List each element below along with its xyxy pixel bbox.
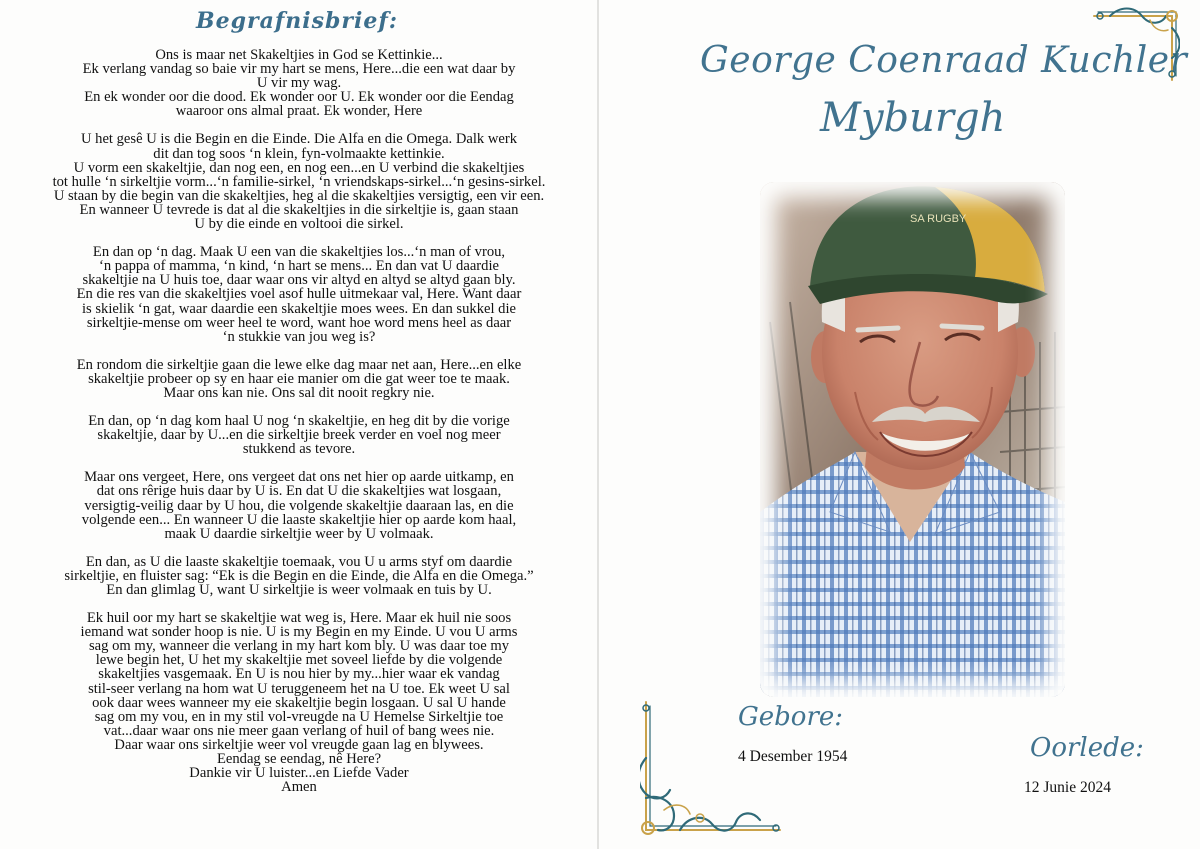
- poem-line: Eendag se eendag, nê Here?: [216, 751, 382, 768]
- poem-line: Amen: [281, 779, 317, 796]
- poem-line: skakeltjies vasgemaak. En U is nou hier by my...hier waar ek vandag: [98, 666, 500, 683]
- corner-ornament-bottom-left: [640, 698, 785, 838]
- poem-line: versigtig-veilig daar by U hou, die volgende skakeltjie daaraan las, en die: [84, 497, 514, 514]
- poem-line: tot hulle ‘n sirkeltjie vorm...‘n familie-sirkel, ‘n vriendskaps-sirkel...‘n gesins-sirkel.: [52, 173, 546, 190]
- poem-line: U staan by die begin van die skakeltjies, heg al die skakeltjies versigtig, een vir een.: [53, 187, 545, 204]
- poem-title: Begrafnisbrief:: [196, 8, 398, 34]
- poem-stanza: [20, 470, 578, 540]
- poem-line: volgende een... En wanneer U die laaste skakeltjie hier op aarde kom haal,: [81, 511, 517, 528]
- deceased-name-line1: George Coenraad Kuchler: [700, 40, 1188, 81]
- poem-line: En die res van die skakeltjies voel asof hulle uitmekaar val, Here. Want daar: [76, 286, 522, 303]
- poem-line: Maar ons kan nie. Ons sal dit nooit regkry nie.: [163, 384, 435, 401]
- poem-line: sag om my, wanneer die verlang in my hart kom bly. U was daar toe my: [89, 638, 509, 655]
- poem-line: lewe begin het, U het my skakeltjie met soveel liefde by die volgende: [95, 652, 503, 669]
- poem-line: ‘n stukkie van jou weg is?: [222, 328, 376, 345]
- poem-stanza: [20, 245, 578, 344]
- portrait-photo: [760, 182, 1065, 697]
- poem-line: stil-seer verlang na hom wat U teruggeneem het na U toe. Ek weet U sal: [88, 680, 510, 697]
- born-date: 4 Desember 1954: [738, 748, 848, 765]
- deceased-surname: Myburgh: [820, 95, 1006, 141]
- poem-line: Ek huil oor my hart se skakeltjie wat weg is, Here. Maar ek huil nie soos: [86, 610, 512, 627]
- poem-line: Ek verlang vandag so baie vir my hart se mens, Here...die een wat daar by: [82, 61, 516, 78]
- poem-line: En rondom die sirkeltjie gaan die lewe elke dag maar net aan, Here...en elke: [76, 356, 522, 373]
- died-date: 12 Junie 2024: [1024, 779, 1111, 796]
- poem-stanza: [20, 358, 578, 400]
- poem-line: skakeltjie probeer op sy en haar eie manier om die gat weer toe te maak.: [88, 370, 510, 387]
- poem-stanza: [20, 611, 578, 794]
- poem-line: En dan glimlag U, want U sirkeltjie is weer volmaak en tuis by U.: [106, 582, 492, 598]
- poem-line: En dan op ‘n dag. Maak U een van die skakeltjies los...‘n man of vrou,: [92, 244, 506, 261]
- poem-line: dat ons rêrige huis daar by U is. En dat U die skakeltjies wat losgaan,: [96, 483, 502, 500]
- poem-line: waaroor ons almal praat. Ek wonder, Here: [175, 103, 423, 120]
- poem-line: U het gesê U is die Begin en die Einde. Die Alfa en die Omega. Dalk werk: [80, 131, 518, 148]
- poem-line: is skielik ‘n gat, waar daardie een skakeltjie moes wees. En dan sukkel die: [81, 300, 517, 317]
- poem-line: sag om my vou, en in my stil vol-vreugde na U Hemelse Sirkeltjie toe: [94, 708, 504, 725]
- died-label: Oorlede:: [1030, 733, 1144, 763]
- poem-line: Dankie vir U luister...en Liefde Vader: [189, 765, 409, 782]
- poem-line: iemand wat sonder hoop is nie. U is my Begin en my Einde. U vou U arms: [80, 624, 518, 641]
- poem-line: stukkend as tevore.: [242, 441, 356, 458]
- poem-line: Maar ons vergeet, Here, ons vergeet dat ons net hier op aarde uitkamp, en: [84, 469, 514, 486]
- poem-line: Ons is maar net Skakeltjies in God se Kettinkie...: [155, 47, 443, 63]
- poem-line: ‘n pappa of mamma, ‘n kind, ‘n hart se mens... En dan vat U daardie: [99, 258, 499, 275]
- left-page: [0, 0, 598, 849]
- poem-stanza: [20, 555, 578, 597]
- poem-line: maak U daardie sirkeltjie weer by U volmaak.: [164, 525, 434, 542]
- poem-line: skakeltjie, daar by U...en die sirkeltjie breek verder en voel nog meer: [97, 427, 501, 444]
- cap-logo-text: SA RUGBY: [910, 213, 967, 225]
- poem-line: U vir my wag.: [256, 75, 342, 92]
- poem-stanza: [20, 132, 578, 231]
- poem-line: sirkeltjie, en fluister sag: “Ek is die Begin en die Einde, die Alfa en die Omega.”: [64, 567, 534, 584]
- poem-line: U by die einde en voltooi die sirkel.: [194, 216, 404, 233]
- poem-stanza: [20, 414, 578, 456]
- poem-line: skakeltjie na U huis toe, daar waar ons vir altyd en altyd se altyd gaan bly.: [82, 272, 516, 289]
- poem-text: [20, 48, 578, 808]
- poem-line: En wanneer U tevrede is dat al die skakeltjies in die sirkeltjie is, gaan staan: [79, 201, 519, 218]
- corner-ornament-top-right: [1090, 4, 1180, 84]
- poem-line: sirkeltjie-mense om weer heel te word, want hoe word mens heel as daar: [86, 314, 512, 331]
- poem-line: vat...daar waar ons nie meer gaan verlang of huil of bang wees nie.: [103, 722, 495, 739]
- poem-line: ook daar wees wanneer my eie skakeltjie begin losgaan. U sal U hande: [92, 694, 506, 711]
- poem-line: U vorm een skakeltjie, dan nog een, en nog een...en U verbind die skakeltjies: [73, 159, 525, 176]
- poem-line: En dan, op ‘n dag kom haal U nog ‘n skakeltjie, en heg dit by die vorige: [88, 413, 510, 430]
- born-label: Gebore:: [738, 702, 844, 732]
- poem-stanza: [20, 48, 578, 118]
- poem-line: Daar waar ons sirkeltjie weer vol vreugde gaan lag en blywees.: [114, 736, 484, 753]
- poem-line: En ek wonder oor die dood. Ek wonder oor U. Ek wonder oor die Eendag: [84, 89, 514, 106]
- poem-line: En dan, as U die laaste skakeltjie toemaak, vou U u arms styf om daardie: [85, 553, 513, 570]
- poem-line: dit dan tog soos ‘n klein, fyn-volmaakte kettinkie.: [153, 145, 445, 162]
